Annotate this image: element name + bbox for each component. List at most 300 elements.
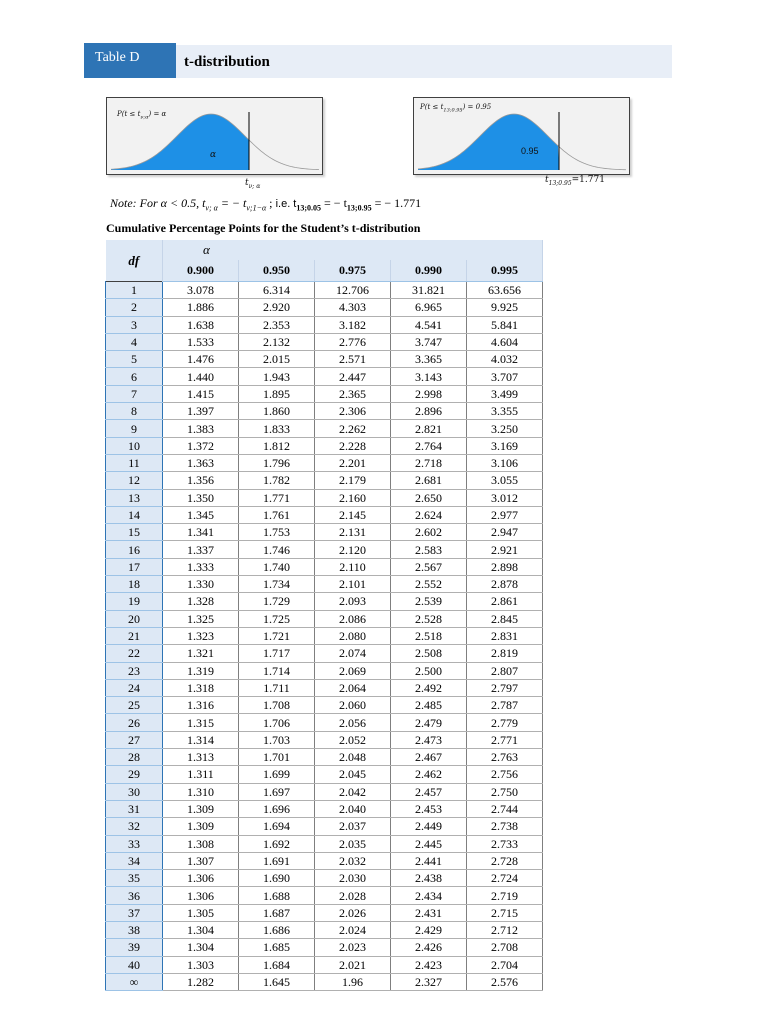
value-cell: 1.337 (163, 541, 239, 558)
left-area-label: α (210, 150, 217, 160)
value-cell: 2.576 (467, 973, 543, 990)
value-cell: 1.729 (239, 593, 315, 610)
df-cell: 12 (106, 472, 163, 489)
value-cell: 2.624 (391, 506, 467, 523)
table-row (106, 749, 543, 766)
value-cell: 1.692 (239, 835, 315, 852)
value-cell: 2.032 (315, 852, 391, 869)
df-cell: 1 (106, 282, 163, 299)
table-row (106, 887, 543, 904)
value-cell: 1.304 (163, 939, 239, 956)
value-cell: 2.306 (315, 403, 391, 420)
value-cell: 1.397 (163, 403, 239, 420)
value-cell: 2.571 (315, 351, 391, 368)
table-row (106, 939, 543, 956)
value-cell: 3.747 (391, 333, 467, 350)
value-cell: 2.086 (315, 610, 391, 627)
value-cell: 1.319 (163, 662, 239, 679)
value-cell: 1.701 (239, 749, 315, 766)
value-cell: 2.434 (391, 887, 467, 904)
value-cell: 2.431 (391, 904, 467, 921)
value-cell: 2.485 (391, 697, 467, 714)
df-cell: 38 (106, 921, 163, 938)
table-row (106, 368, 543, 385)
value-cell: 1.699 (239, 766, 315, 783)
value-cell: 2.787 (467, 697, 543, 714)
table-row (106, 818, 543, 835)
right-shaded-area (418, 114, 559, 170)
df-cell: 17 (106, 558, 163, 575)
table-row (106, 679, 543, 696)
value-cell: 2.201 (315, 454, 391, 471)
value-cell: 2.539 (391, 593, 467, 610)
table-row (106, 316, 543, 333)
value-cell: 1.356 (163, 472, 239, 489)
value-cell: 1.696 (239, 800, 315, 817)
table-row (106, 956, 543, 973)
value-cell: 2.896 (391, 403, 467, 420)
value-cell: 4.604 (467, 333, 543, 350)
value-cell: 2.365 (315, 385, 391, 402)
table-row (106, 766, 543, 783)
value-cell: 2.845 (467, 610, 543, 627)
value-cell: 1.316 (163, 697, 239, 714)
value-cell: 1.476 (163, 351, 239, 368)
table-row (106, 282, 543, 299)
value-cell: 3.182 (315, 316, 391, 333)
value-cell: 2.821 (391, 420, 467, 437)
note-line: Note: For α < 0.5, $t_{\nu; \alpha}$ = − $t_{\nu;1-\alpha}$ ; i.e. $t_{13;0.05}$ = − $t_{13;0.95}$ = − 1.771 (110, 196, 422, 213)
value-cell: 1.721 (239, 627, 315, 644)
value-cell: 1.415 (163, 385, 239, 402)
value-cell: 2.426 (391, 939, 467, 956)
value-cell: 2.160 (315, 489, 391, 506)
df-cell: 27 (106, 731, 163, 748)
value-cell: 1.734 (239, 576, 315, 593)
column-header: 0.950 (239, 260, 315, 282)
value-cell: 1.691 (239, 852, 315, 869)
value-cell: 1.311 (163, 766, 239, 783)
table-row (106, 299, 543, 316)
table-row (106, 454, 543, 471)
value-cell: 2.878 (467, 576, 543, 593)
df-cell: 16 (106, 541, 163, 558)
value-cell: 1.315 (163, 714, 239, 731)
value-cell: 2.024 (315, 921, 391, 938)
table-tab: Table D (84, 43, 176, 78)
value-cell: 2.429 (391, 921, 467, 938)
value-cell: 1.328 (163, 593, 239, 610)
value-cell: 2.921 (467, 541, 543, 558)
value-cell: 2.056 (315, 714, 391, 731)
value-cell: 1.309 (163, 818, 239, 835)
df-cell: 9 (106, 420, 163, 437)
value-cell: 2.704 (467, 956, 543, 973)
value-cell: 3.499 (467, 385, 543, 402)
df-cell: 10 (106, 437, 163, 454)
value-cell: 3.707 (467, 368, 543, 385)
value-cell: 2.797 (467, 679, 543, 696)
value-cell: 1.440 (163, 368, 239, 385)
value-cell: 3.169 (467, 437, 543, 454)
df-cell: 21 (106, 627, 163, 644)
value-cell: 1.782 (239, 472, 315, 489)
value-cell: 2.724 (467, 870, 543, 887)
value-cell: 2.438 (391, 870, 467, 887)
df-cell: 31 (106, 800, 163, 817)
table-row (106, 333, 543, 350)
table-row (106, 593, 543, 610)
df-cell: 11 (106, 454, 163, 471)
df-cell: 8 (106, 403, 163, 420)
value-cell: 31.821 (391, 282, 467, 299)
value-cell: 4.541 (391, 316, 467, 333)
df-cell: 14 (106, 506, 163, 523)
value-cell: 2.110 (315, 558, 391, 575)
value-cell: 1.687 (239, 904, 315, 921)
df-cell: 37 (106, 904, 163, 921)
value-cell: 2.947 (467, 524, 543, 541)
df-cell: 19 (106, 593, 163, 610)
value-cell: 2.602 (391, 524, 467, 541)
column-header: 0.975 (315, 260, 391, 282)
df-cell: 36 (106, 887, 163, 904)
value-cell: 2.473 (391, 731, 467, 748)
df-cell: 34 (106, 852, 163, 869)
df-cell: 18 (106, 576, 163, 593)
value-cell: 9.925 (467, 299, 543, 316)
value-cell: 2.712 (467, 921, 543, 938)
df-cell: 3 (106, 316, 163, 333)
value-cell: 1.306 (163, 887, 239, 904)
value-cell: 2.552 (391, 576, 467, 593)
value-cell: 2.756 (467, 766, 543, 783)
df-cell: 29 (106, 766, 163, 783)
value-cell: 3.106 (467, 454, 543, 471)
df-cell: 23 (106, 662, 163, 679)
value-cell: 1.761 (239, 506, 315, 523)
table-row (106, 783, 543, 800)
value-cell: 2.467 (391, 749, 467, 766)
value-cell: 1.372 (163, 437, 239, 454)
value-cell: 1.533 (163, 333, 239, 350)
value-cell: 2.898 (467, 558, 543, 575)
value-cell: 2.048 (315, 749, 391, 766)
table-row (106, 420, 543, 437)
value-cell: 2.015 (239, 351, 315, 368)
page-title: t-distribution (184, 54, 270, 70)
value-cell: 1.307 (163, 852, 239, 869)
value-cell: 1.309 (163, 800, 239, 817)
value-cell: 2.030 (315, 870, 391, 887)
value-cell: 2.998 (391, 385, 467, 402)
value-cell: 6.314 (239, 282, 315, 299)
table-row (106, 558, 543, 575)
value-cell: 2.228 (315, 437, 391, 454)
df-cell: 28 (106, 749, 163, 766)
df-cell: 35 (106, 870, 163, 887)
value-cell: 1.303 (163, 956, 239, 973)
value-cell: 1.943 (239, 368, 315, 385)
table-row (106, 852, 543, 869)
value-cell: 2.120 (315, 541, 391, 558)
column-header: 0.900 (163, 260, 239, 282)
table-row (106, 714, 543, 731)
t-distribution-table (105, 240, 543, 991)
value-cell: 2.023 (315, 939, 391, 956)
value-cell: 2.449 (391, 818, 467, 835)
value-cell: 1.708 (239, 697, 315, 714)
df-header: df (106, 240, 163, 282)
table-row (106, 800, 543, 817)
value-cell: 1.330 (163, 576, 239, 593)
df-cell: 5 (106, 351, 163, 368)
value-cell: 1.725 (239, 610, 315, 627)
df-cell: 15 (106, 524, 163, 541)
value-cell: 1.833 (239, 420, 315, 437)
value-cell: 1.860 (239, 403, 315, 420)
value-cell: 2.441 (391, 852, 467, 869)
table-row (106, 870, 543, 887)
value-cell: 2.457 (391, 783, 467, 800)
value-cell: 2.423 (391, 956, 467, 973)
note-prefix: Note: (110, 196, 137, 210)
value-cell: 2.028 (315, 887, 391, 904)
value-cell: 4.032 (467, 351, 543, 368)
value-cell: 2.681 (391, 472, 467, 489)
value-cell: 1.638 (163, 316, 239, 333)
value-cell: 2.763 (467, 749, 543, 766)
value-cell: 2.807 (467, 662, 543, 679)
df-cell: 33 (106, 835, 163, 852)
right-axis-label: $t_{13;0.95}=1.771$ (545, 175, 605, 187)
value-cell: 2.567 (391, 558, 467, 575)
table-row (106, 662, 543, 679)
value-cell: 2.831 (467, 627, 543, 644)
value-cell: 1.717 (239, 645, 315, 662)
value-cell: 2.131 (315, 524, 391, 541)
value-cell: 1.771 (239, 489, 315, 506)
value-cell: 2.132 (239, 333, 315, 350)
value-cell: 1.746 (239, 541, 315, 558)
value-cell: 2.052 (315, 731, 391, 748)
value-cell: 5.841 (467, 316, 543, 333)
value-cell: 3.012 (467, 489, 543, 506)
value-cell: 1.313 (163, 749, 239, 766)
value-cell: 2.453 (391, 800, 467, 817)
value-cell: 6.965 (391, 299, 467, 316)
value-cell: 1.310 (163, 783, 239, 800)
left-distribution-plot (106, 97, 323, 175)
value-cell: 2.715 (467, 904, 543, 921)
value-cell: 2.037 (315, 818, 391, 835)
value-cell: 2.650 (391, 489, 467, 506)
df-cell: 22 (106, 645, 163, 662)
value-cell: 2.327 (391, 973, 467, 990)
value-cell: 1.345 (163, 506, 239, 523)
value-cell: 1.96 (315, 973, 391, 990)
value-cell: 1.306 (163, 870, 239, 887)
value-cell: 1.694 (239, 818, 315, 835)
value-cell: 2.479 (391, 714, 467, 731)
value-cell: 2.060 (315, 697, 391, 714)
value-cell: 1.318 (163, 679, 239, 696)
value-cell: 1.711 (239, 679, 315, 696)
value-cell: 3.250 (467, 420, 543, 437)
value-cell: 1.796 (239, 454, 315, 471)
right-area-label: 0.95 (521, 146, 539, 156)
table-row (106, 973, 543, 990)
value-cell: 1.645 (239, 973, 315, 990)
df-cell: ∞ (106, 973, 163, 990)
df-cell: 39 (106, 939, 163, 956)
df-cell: 32 (106, 818, 163, 835)
value-cell: 1.753 (239, 524, 315, 541)
value-cell: 1.350 (163, 489, 239, 506)
value-cell: 1.304 (163, 921, 239, 938)
table-row (106, 576, 543, 593)
value-cell: 1.812 (239, 437, 315, 454)
value-cell: 2.518 (391, 627, 467, 644)
value-cell: 63.656 (467, 282, 543, 299)
value-cell: 3.078 (163, 282, 239, 299)
value-cell: 1.282 (163, 973, 239, 990)
value-cell: 2.074 (315, 645, 391, 662)
value-cell: 2.508 (391, 645, 467, 662)
value-cell: 2.040 (315, 800, 391, 817)
value-cell: 2.920 (239, 299, 315, 316)
value-cell: 1.314 (163, 731, 239, 748)
value-cell: 1.341 (163, 524, 239, 541)
value-cell: 1.308 (163, 835, 239, 852)
value-cell: 2.462 (391, 766, 467, 783)
value-cell: 1.325 (163, 610, 239, 627)
value-cell: 1.363 (163, 454, 239, 471)
table-body (106, 282, 543, 991)
table-row (106, 731, 543, 748)
df-cell: 26 (106, 714, 163, 731)
value-cell: 1.895 (239, 385, 315, 402)
value-cell: 2.583 (391, 541, 467, 558)
value-cell: 2.776 (315, 333, 391, 350)
table-row (106, 385, 543, 402)
value-cell: 1.740 (239, 558, 315, 575)
column-header: 0.995 (467, 260, 543, 282)
value-cell: 2.026 (315, 904, 391, 921)
value-cell: 2.750 (467, 783, 543, 800)
table-row (106, 437, 543, 454)
value-cell: 2.447 (315, 368, 391, 385)
value-cell: 1.886 (163, 299, 239, 316)
value-cell: 1.714 (239, 662, 315, 679)
value-cell: 12.706 (315, 282, 391, 299)
table-row (106, 472, 543, 489)
value-cell: 1.321 (163, 645, 239, 662)
df-cell: 24 (106, 679, 163, 696)
left-prob-label: $P(t \le t_{\nu;\alpha}) = \alpha$ (117, 110, 167, 121)
df-cell: 40 (106, 956, 163, 973)
value-cell: 2.179 (315, 472, 391, 489)
value-cell: 2.045 (315, 766, 391, 783)
table-row (106, 645, 543, 662)
table-row (106, 403, 543, 420)
df-cell: 2 (106, 299, 163, 316)
value-cell: 1.686 (239, 921, 315, 938)
value-cell: 1.685 (239, 939, 315, 956)
df-cell: 7 (106, 385, 163, 402)
value-cell: 1.333 (163, 558, 239, 575)
df-cell: 13 (106, 489, 163, 506)
table-caption: Cumulative Percentage Points for the Student’s t-distribution (106, 221, 421, 235)
table-row (106, 524, 543, 541)
value-cell: 2.101 (315, 576, 391, 593)
value-cell: 2.035 (315, 835, 391, 852)
value-cell: 2.145 (315, 506, 391, 523)
value-cell: 3.365 (391, 351, 467, 368)
left-axis-label: $t_{\nu; \alpha}$ (245, 178, 261, 190)
df-cell: 30 (106, 783, 163, 800)
value-cell: 2.977 (467, 506, 543, 523)
value-cell: 2.744 (467, 800, 543, 817)
value-cell: 1.684 (239, 956, 315, 973)
df-cell: 6 (106, 368, 163, 385)
value-cell: 2.064 (315, 679, 391, 696)
value-cell: 2.262 (315, 420, 391, 437)
value-cell: 1.703 (239, 731, 315, 748)
value-cell: 2.819 (467, 645, 543, 662)
table-row (106, 627, 543, 644)
value-cell: 2.500 (391, 662, 467, 679)
value-cell: 2.764 (391, 437, 467, 454)
value-cell: 2.021 (315, 956, 391, 973)
table-row (106, 697, 543, 714)
value-cell: 3.143 (391, 368, 467, 385)
value-cell: 3.355 (467, 403, 543, 420)
value-cell: 1.706 (239, 714, 315, 731)
alpha-header: α (163, 240, 543, 260)
table-row (106, 904, 543, 921)
table-row (106, 506, 543, 523)
value-cell: 2.708 (467, 939, 543, 956)
value-cell: 3.055 (467, 472, 543, 489)
value-cell: 1.305 (163, 904, 239, 921)
table-row (106, 541, 543, 558)
value-cell: 2.728 (467, 852, 543, 869)
column-header: 0.990 (391, 260, 467, 282)
table-row (106, 610, 543, 627)
table-row (106, 489, 543, 506)
value-cell: 2.042 (315, 783, 391, 800)
df-cell: 25 (106, 697, 163, 714)
value-cell: 2.738 (467, 818, 543, 835)
table-row (106, 351, 543, 368)
value-cell: 1.323 (163, 627, 239, 644)
df-cell: 4 (106, 333, 163, 350)
value-cell: 2.492 (391, 679, 467, 696)
df-cell: 20 (106, 610, 163, 627)
value-cell: 1.690 (239, 870, 315, 887)
right-prob-label: $P(t \le t_{13;0.95}) = 0.95$ (420, 103, 492, 114)
table-row (106, 835, 543, 852)
value-cell: 1.383 (163, 420, 239, 437)
value-cell: 2.445 (391, 835, 467, 852)
value-cell: 2.718 (391, 454, 467, 471)
value-cell: 2.528 (391, 610, 467, 627)
value-cell: 2.861 (467, 593, 543, 610)
value-cell: 2.733 (467, 835, 543, 852)
left-shaded-area (111, 114, 249, 170)
value-cell: 2.080 (315, 627, 391, 644)
